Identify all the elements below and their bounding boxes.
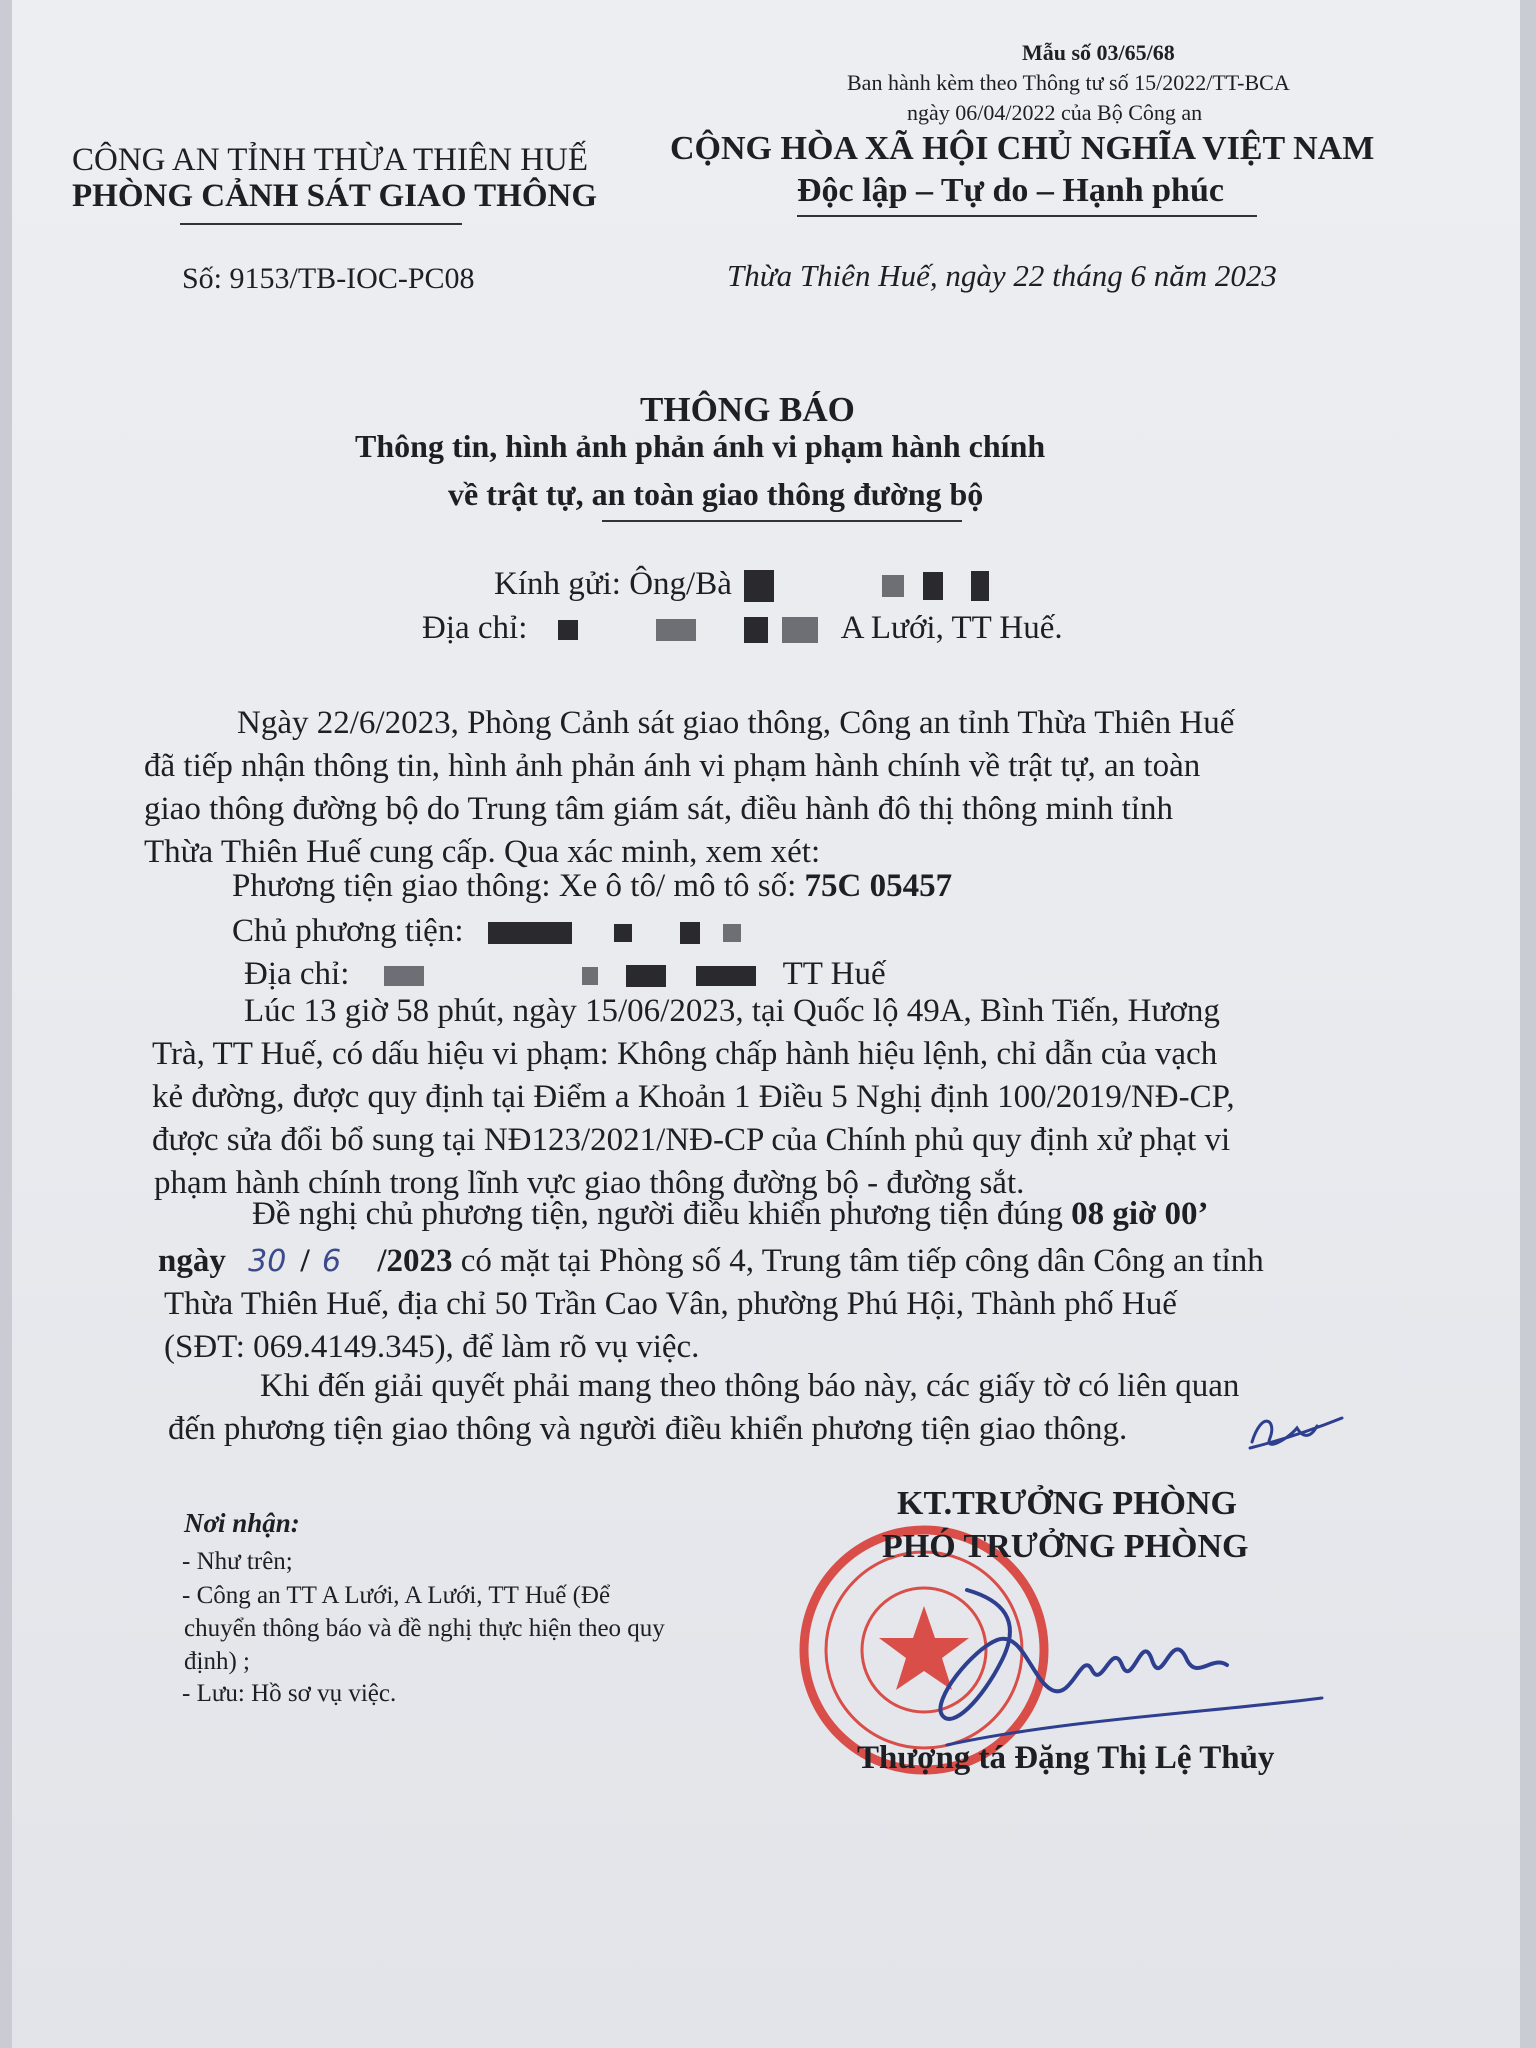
signer-name: Thượng tá Đặng Thị Lệ Thủy — [857, 1740, 1275, 1776]
paragraph-2-line-4: được sửa đổi bổ sung tại NĐ123/2021/NĐ-CP của Chính phủ quy định xử phạt vi — [152, 1122, 1231, 1158]
document-title: THÔNG BÁO — [640, 390, 855, 429]
form-code: Mẫu số 03/65/68 — [1022, 40, 1175, 65]
recipient-item-3: - Lưu: Hồ sơ vụ việc. — [182, 1680, 397, 1707]
issuing-department: PHÒNG CẢNH SÁT GIAO THÔNG — [72, 178, 598, 214]
paragraph-1-line-2: đã tiếp nhận thông tin, hình ảnh phản ánh vi phạm hành chính về trật tự, an toàn — [144, 748, 1201, 784]
address-tail: A Lưới, TT Huế. — [840, 610, 1063, 646]
document-number: Số: 9153/TB-IOC-PC08 — [182, 262, 475, 295]
paragraph-3-line-3: Thừa Thiên Huế, địa chỉ 50 Trần Cao Vân, phường Phú Hội, Thành phố Huế — [164, 1286, 1177, 1322]
owner-address-tail: TT Huế — [782, 956, 886, 992]
document-page — [12, 0, 1520, 2048]
appointment-time: 08 giờ 00’ — [1071, 1196, 1209, 1232]
recipients-heading: Nơi nhận: — [184, 1508, 300, 1538]
paragraph-1-line-3: giao thông đường bộ do Trung tâm giám sát, điều hành đô thị thông minh tỉnh — [144, 791, 1173, 827]
appointment-year: /2023 — [377, 1243, 453, 1279]
paragraph-2-line-1: Lúc 13 giờ 58 phút, ngày 15/06/2023, tại Quốc lộ 49A, Bình Tiến, Hương — [244, 993, 1220, 1029]
owner-address-label: Địa chỉ: — [244, 956, 350, 992]
stamp-and-signature — [12, 0, 1520, 2048]
salutation-label: Kính gửi: Ông/Bà — [494, 566, 732, 602]
paragraph-2-line-2: Trà, TT Huế, có dấu hiệu vi phạm: Không chấp hành hiệu lệnh, chỉ dẫn của vạch — [152, 1036, 1218, 1072]
recipient-item-2-end: định) ; — [184, 1648, 250, 1675]
form-reference-date: ngày 06/04/2022 của Bộ Công an — [907, 100, 1203, 125]
date-separator: / — [300, 1243, 310, 1279]
recipient-item-1: - Như trên; — [182, 1548, 293, 1575]
paragraph-2-line-3: kẻ đường, được quy định tại Điểm a Khoản 1 Điều 5 Nghị định 100/2019/NĐ-CP, — [152, 1079, 1235, 1115]
document-subtitle-1: Thông tin, hình ảnh phản ánh vi phạm hành chính — [355, 428, 1046, 464]
recipient-item-2: - Công an TT A Lưới, A Lưới, TT Huế (Để — [182, 1582, 611, 1609]
issuing-agency: CÔNG AN TỈNH THỪA THIÊN HUẾ — [72, 142, 589, 178]
day-label: ngày — [158, 1243, 226, 1279]
paragraph-4-line-2: đến phương tiện giao thông và người điều khiển phương tiện giao thông. — [168, 1411, 1128, 1447]
signature-title-2: PHÓ TRƯỞNG PHÒNG — [882, 1528, 1249, 1565]
signature-title-1: KT.TRƯỞNG PHÒNG — [897, 1485, 1237, 1522]
recipient-item-2-cont: chuyển thông báo và đề nghị thực hiện theo quy — [184, 1615, 665, 1642]
paragraph-2-line-5: phạm hành chính trong lĩnh vực giao thông đường bộ - đường sắt. — [154, 1165, 1025, 1201]
republic-heading: CỘNG HÒA XÃ HỘI CHỦ NGHĨA VIỆT NAM — [670, 130, 1375, 167]
address-label: Địa chỉ: — [422, 610, 528, 646]
initial-mark — [1250, 1418, 1342, 1448]
paragraph-3-text: Đề nghị chủ phương tiện, người điều khiển phương tiện đúng — [252, 1196, 1063, 1232]
paragraph-1-line-4: Thừa Thiên Huế cung cấp. Qua xác minh, xem xét: — [144, 834, 821, 870]
national-motto: Độc lập – Tự do – Hạnh phúc — [797, 172, 1224, 209]
paragraph-1-line-1: Ngày 22/6/2023, Phòng Cảnh sát giao thông, Công an tỉnh Thừa Thiên Huế — [237, 705, 1235, 741]
place-and-date: Thừa Thiên Huế, ngày 22 tháng 6 năm 2023 — [727, 258, 1277, 293]
handwritten-day: 30 — [248, 1244, 287, 1279]
license-plate: 75C 05457 — [804, 868, 953, 904]
handwritten-signature — [940, 1590, 1227, 1719]
paragraph-4-line-1: Khi đến giải quyết phải mang theo thông báo này, các giấy tờ có liên quan — [260, 1368, 1240, 1404]
paragraph-3-line-4: (SĐT: 069.4149.345), để làm rõ vụ việc. — [164, 1329, 700, 1365]
paragraph-3-rest: có mặt tại Phòng số 4, Trung tâm tiếp công dân Công an tỉnh — [460, 1243, 1264, 1279]
owner-label: Chủ phương tiện: — [232, 913, 464, 949]
handwritten-month: 6 — [321, 1244, 342, 1279]
form-reference: Ban hành kèm theo Thông tư số 15/2022/TT-BCA — [847, 70, 1290, 95]
document-subtitle-2: về trật tự, an toàn giao thông đường bộ — [448, 476, 984, 512]
vehicle-label: Phương tiện giao thông: Xe ô tô/ mô tô số: — [232, 868, 797, 904]
